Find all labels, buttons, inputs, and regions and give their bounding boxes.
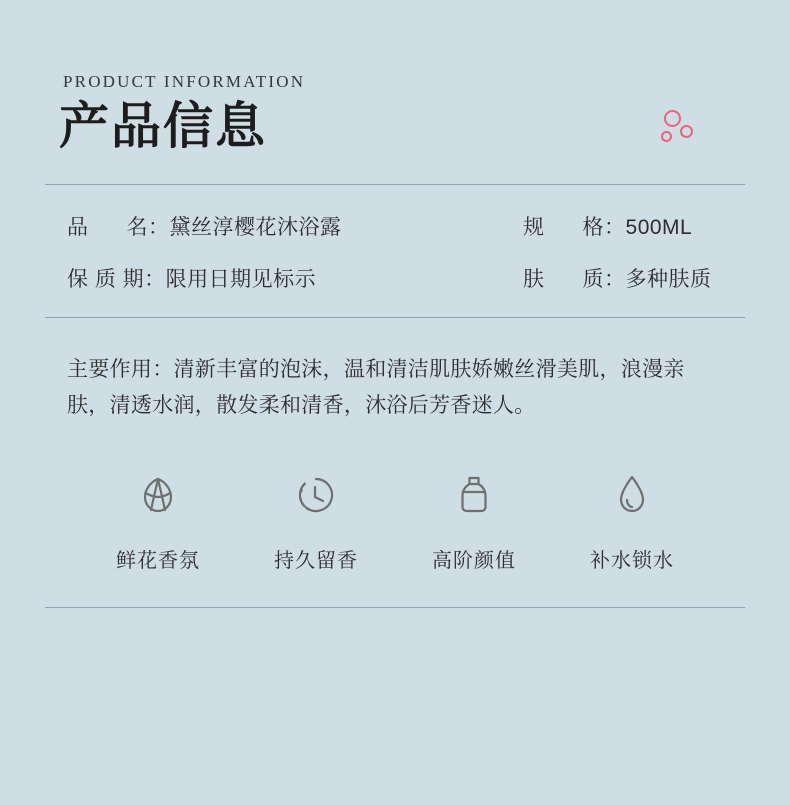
feature-list bbox=[45, 454, 745, 607]
description-lead: 主要作用： bbox=[67, 357, 174, 381]
divider-bottom bbox=[45, 607, 745, 608]
feature-label: 持久留香 bbox=[274, 549, 358, 572]
bottle-icon bbox=[399, 462, 549, 528]
spec-cell-skin-type bbox=[465, 263, 712, 293]
description-block bbox=[45, 318, 745, 454]
spec-label: 保 质 期： bbox=[67, 267, 166, 291]
spec-value: 黛丝淳樱花沐浴露 bbox=[169, 215, 342, 239]
page-header bbox=[45, 0, 745, 156]
spec-label: 品 名： bbox=[67, 215, 170, 239]
spec-value: 多种肤质 bbox=[625, 267, 712, 291]
feature-item bbox=[399, 462, 549, 573]
description-text: 清新丰富的泡沫，温和清洁肌肤娇嫩丝滑美肌，浪漫亲肤，清透水润，散发柔和清香，沐浴后芳香迷人。 bbox=[67, 357, 685, 417]
spec-label: 肤 质： bbox=[523, 267, 626, 291]
feature-label: 高阶颜值 bbox=[432, 549, 516, 572]
spec-row bbox=[45, 263, 745, 293]
spec-row bbox=[45, 211, 745, 241]
flower-icon bbox=[83, 462, 233, 528]
feature-item bbox=[83, 462, 233, 573]
page-title: 产品信息 bbox=[59, 98, 267, 154]
spec-cell-name bbox=[45, 211, 465, 241]
spec-value: 限用日期见标示 bbox=[165, 267, 317, 291]
feature-item bbox=[557, 462, 707, 573]
spec-label: 规 格： bbox=[523, 215, 626, 239]
bubbles-icon bbox=[656, 110, 700, 154]
spec-cell-shelf-life bbox=[45, 263, 465, 293]
spec-table bbox=[45, 185, 745, 317]
spec-cell-size bbox=[465, 211, 692, 241]
feature-label: 鲜花香氛 bbox=[116, 549, 200, 572]
spec-value: 500ML bbox=[625, 215, 693, 239]
water-drop-icon bbox=[557, 462, 707, 528]
feature-label: 补水锁水 bbox=[590, 549, 674, 572]
clock-icon bbox=[241, 462, 391, 528]
eyebrow-text: PRODUCT INFORMATION bbox=[63, 72, 306, 91]
feature-item bbox=[241, 462, 391, 573]
